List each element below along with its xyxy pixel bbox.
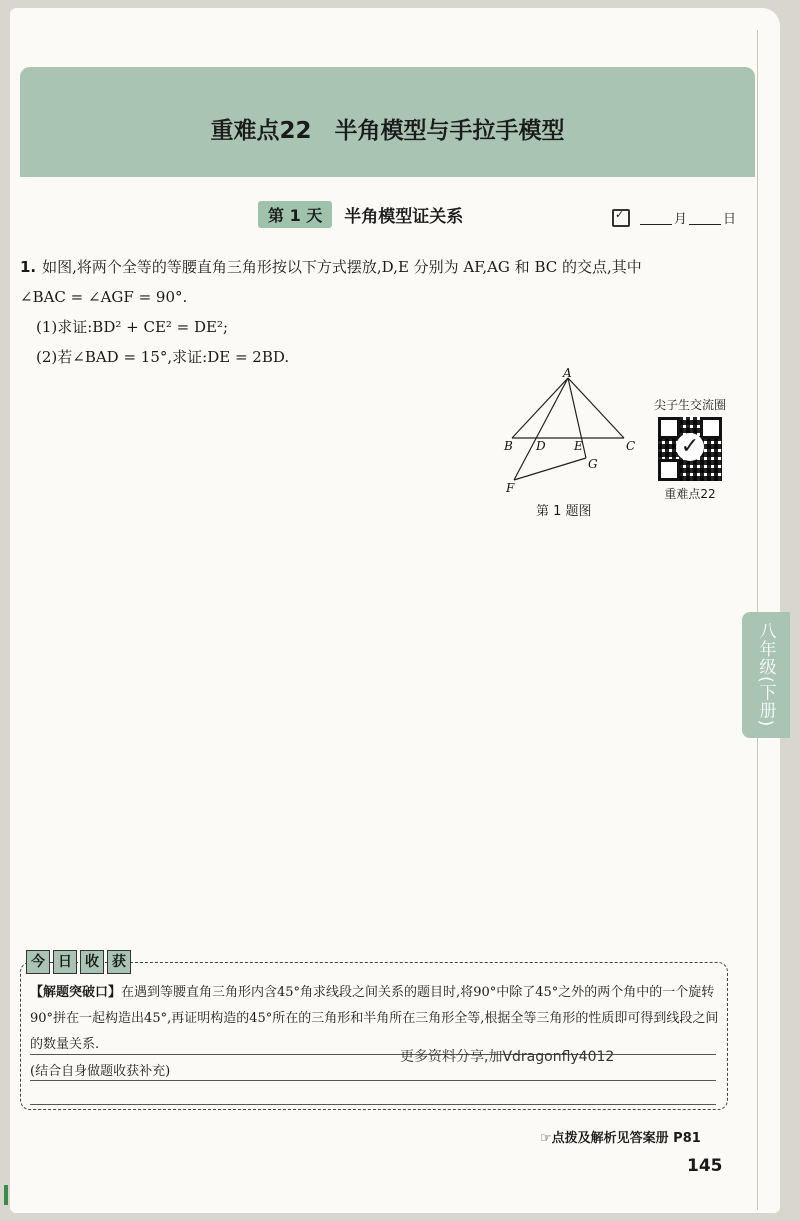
summary-heading: 【解题突破口】 bbox=[30, 985, 122, 1000]
problem-part-2: (2)若∠BAD = 15°,求证:DE = 2BD. bbox=[36, 348, 290, 366]
summary-text bbox=[30, 980, 720, 1058]
label-a: A bbox=[563, 366, 572, 380]
page-number: 145 bbox=[687, 1156, 723, 1176]
summary-note: (结合自身做题收获补充) bbox=[30, 1064, 171, 1079]
label-g: G bbox=[588, 457, 598, 471]
problem-1 bbox=[20, 252, 740, 372]
qr-bottom-label: 重难点22 bbox=[664, 487, 716, 501]
summary-tag-char: 今 bbox=[26, 950, 50, 974]
checkmark-icon: ✓ bbox=[676, 433, 704, 461]
qr-corner-icon bbox=[658, 459, 680, 481]
qr-code-block[interactable] bbox=[645, 396, 735, 502]
problem-number: 1. bbox=[20, 258, 37, 276]
ruled-line bbox=[30, 1080, 716, 1081]
segment-fg bbox=[514, 458, 586, 480]
qr-code-icon[interactable] bbox=[658, 417, 722, 481]
qr-corner-icon bbox=[700, 417, 722, 439]
ruled-line bbox=[30, 1104, 716, 1105]
summary-tag-char: 日 bbox=[53, 950, 77, 974]
day-badge: 第 1 天 bbox=[258, 201, 332, 228]
summary-tag-char: 获 bbox=[107, 950, 131, 974]
triangle-diagram bbox=[500, 366, 640, 496]
label-c: C bbox=[626, 439, 636, 453]
page-title: 重难点22 半角模型与手拉手模型 bbox=[210, 118, 565, 144]
label-b: B bbox=[504, 439, 513, 453]
month-blank[interactable] bbox=[640, 210, 672, 225]
label-d: D bbox=[536, 439, 546, 453]
segment-ac bbox=[568, 378, 624, 438]
month-label: 月 bbox=[674, 212, 688, 227]
problem-statement-line1: 如图,将两个全等的等腰直角三角形按以下方式摆放,D,E 分别为 AF,AG 和 BC 的交点,其中 bbox=[42, 258, 642, 276]
day-blank[interactable] bbox=[689, 210, 721, 225]
problem-statement-line2: ∠BAC = ∠AGF = 90°. bbox=[20, 288, 188, 306]
figure-caption: 第 1 题图 bbox=[536, 504, 592, 519]
side-tab-label: 八年级(下册) bbox=[755, 622, 776, 728]
summary-body: 在遇到等腰直角三角形内含45°角求线段之间关系的题目时,将90°中除了45°之外的两个角中的一个旋转90°拼在一起构造出45°,再证明构造的45°所在的三角形和半角所在三角形全等,根据全等三角形的性质即可得到线段之间的数量关系. bbox=[30, 985, 719, 1052]
problem-part-1: (1)求证:BD² + CE² = DE²; bbox=[36, 318, 229, 336]
binding-mark bbox=[4, 1185, 8, 1205]
qr-corner-icon bbox=[658, 417, 680, 439]
day-subtitle: 半角模型证关系 bbox=[344, 206, 464, 227]
summary-tag-char: 收 bbox=[80, 950, 104, 974]
qr-top-label: 尖子生交流圈 bbox=[653, 398, 726, 412]
label-e: E bbox=[574, 439, 583, 453]
segment-ab bbox=[512, 378, 568, 438]
date-field bbox=[612, 208, 736, 227]
header-banner bbox=[20, 67, 755, 177]
watermark-text: 更多资料分享,加Vdragonfly4012 bbox=[400, 1049, 615, 1065]
segment-af bbox=[514, 378, 568, 480]
summary-tag bbox=[26, 950, 134, 974]
grade-side-tab bbox=[742, 612, 790, 738]
answer-reference: ☞点拨及解析见答案册 P81 bbox=[540, 1131, 701, 1146]
label-f: F bbox=[506, 481, 515, 495]
geometry-figure bbox=[500, 366, 640, 496]
calendar-icon bbox=[612, 209, 630, 227]
day-label: 日 bbox=[723, 212, 737, 227]
day-heading bbox=[258, 200, 463, 228]
